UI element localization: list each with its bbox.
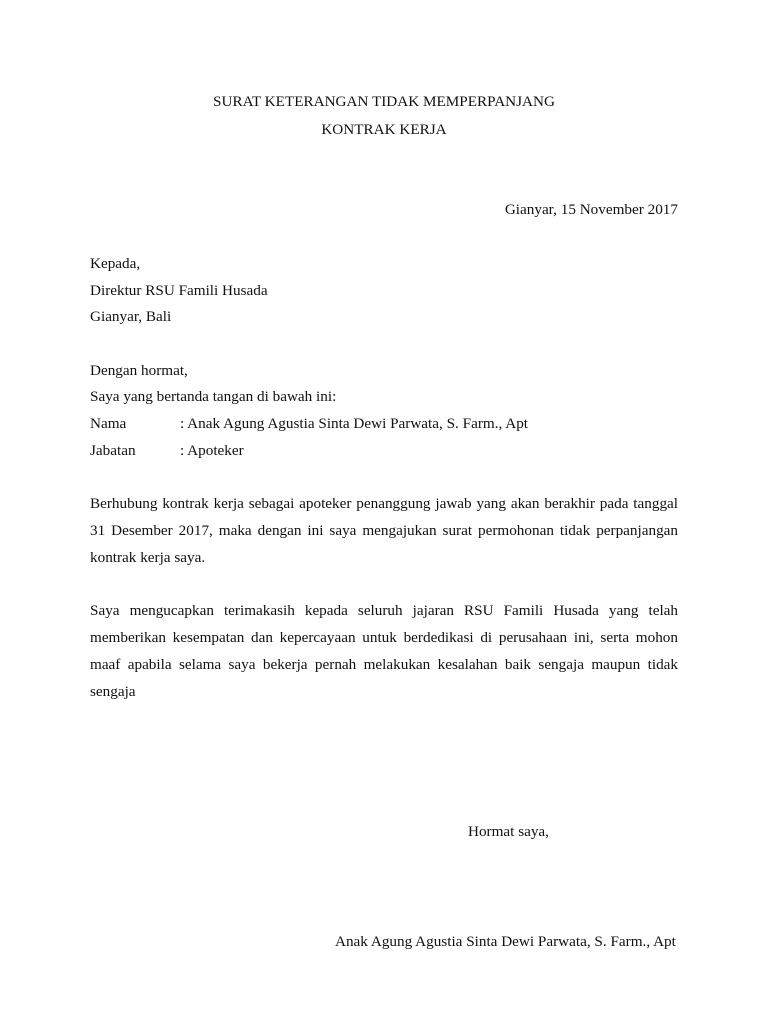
field-label-jabatan: Jabatan: [90, 442, 136, 459]
field-label-nama: Nama: [90, 415, 127, 432]
signatory-name: Anak Agung Agustia Sinta Dewi Parwata, S. Farm., Apt: [335, 933, 676, 950]
paragraph-2-line-1: Saya mengucapkan terimakasih kepada seluruh jajaran RSU Famili Husada yang telah: [90, 602, 678, 619]
recipient-name: Direktur RSU Famili Husada: [90, 282, 268, 299]
paragraph-2-line-2: memberikan kesempatan dan kepercayaan untuk berdedikasi di perusahaan ini, serta mohon: [90, 629, 678, 646]
paragraph-1-line-1: Berhubung kontrak kerja sebagai apoteker penanggung jawab yang akan berakhir pada tanggal: [90, 495, 678, 512]
paragraph-1-line-3: kontrak kerja saya.: [90, 549, 206, 566]
paragraph-1-line-2: 31 Desember 2017, maka dengan ini saya mengajukan surat permohonan tidak perpanjangan: [90, 522, 678, 539]
paragraph-2-line-4: sengaja: [90, 683, 136, 700]
intro-text: Saya yang bertanda tangan di bawah ini:: [90, 388, 337, 405]
recipient-salutation: Kepada,: [90, 255, 141, 272]
closing: Hormat saya,: [468, 823, 549, 840]
letter-title-line-2: KONTRAK KERJA: [321, 121, 447, 138]
letter-title-line-1: SURAT KETERANGAN TIDAK MEMPERPANJANG: [213, 93, 555, 110]
place-date: Gianyar, 15 November 2017: [504, 201, 678, 218]
field-value-jabatan: : Apoteker: [180, 442, 244, 459]
paragraph-2-line-3: maaf apabila selama saya bekerja pernah melakukan kesalahan baik sengaja maupun tidak: [90, 656, 678, 673]
field-value-nama: : Anak Agung Agustia Sinta Dewi Parwata, S. Farm., Apt: [180, 415, 529, 432]
recipient-location: Gianyar, Bali: [90, 308, 172, 325]
greeting: Dengan hormat,: [90, 362, 188, 379]
